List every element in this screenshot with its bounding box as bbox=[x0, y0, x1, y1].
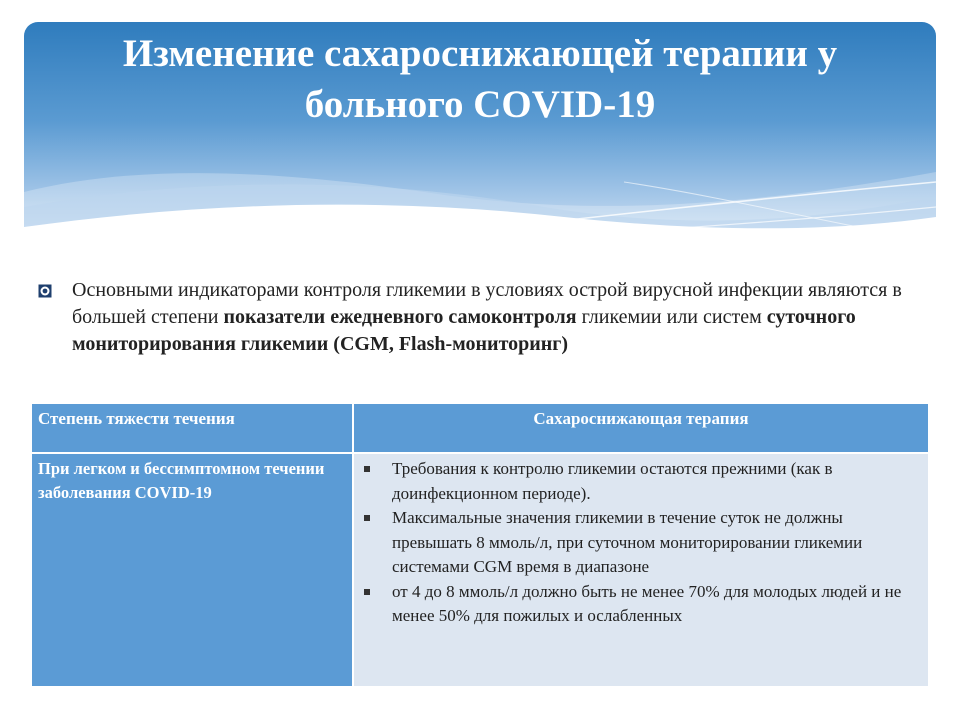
title-banner bbox=[24, 22, 936, 244]
intro-bold-self-control: показатели ежедневного самоконтроля bbox=[223, 306, 577, 328]
header-therapy: Сахароснижающая терапия bbox=[353, 403, 929, 453]
header-severity: Степень тяжести течения bbox=[31, 403, 353, 453]
table-header-row bbox=[31, 403, 929, 453]
list-item-text: Максимальные значения гликемии в течение суток не должны превышать 8 ммоль/л, при суточном мониторировании гликемии системами CGM время в диапазоне bbox=[392, 508, 863, 576]
intro-bullet bbox=[38, 277, 918, 358]
list-item bbox=[364, 506, 920, 580]
square-bullet-icon bbox=[364, 589, 370, 595]
intro-bold-cgm: суточного мониторирования гликемии (CGM, Flash-мониторинг) bbox=[72, 306, 856, 355]
square-bullet-icon bbox=[364, 515, 370, 521]
slide-title: Изменение сахароснижающей терапии у больного COVID-19 bbox=[122, 32, 838, 126]
intro-text-part2: гликемии или систем bbox=[576, 306, 767, 328]
square-bullet-icon bbox=[364, 466, 370, 472]
list-item bbox=[364, 580, 920, 629]
therapy-cell bbox=[353, 453, 929, 687]
list-item-text: от 4 до 8 ммоль/л должно быть не менее 70% для молодых людей и не менее 50% для пожилых и ослабленных bbox=[392, 581, 902, 625]
table-row bbox=[31, 453, 929, 687]
intro-text-part1: Основными индикаторами контроля гликемии в условиях острой вирусной инфекции являются в большей степени bbox=[72, 279, 902, 328]
list-item bbox=[364, 457, 920, 506]
circle-bullet-icon bbox=[38, 284, 52, 298]
list-item-text: Требования к контролю гликемии остаются прежними (как в доинфекционном периоде). bbox=[392, 459, 833, 503]
intro-text bbox=[72, 277, 918, 358]
severity-cell: При легком и бессимптомном течении заболевания COVID-19 bbox=[31, 453, 353, 687]
therapy-table bbox=[30, 402, 930, 688]
